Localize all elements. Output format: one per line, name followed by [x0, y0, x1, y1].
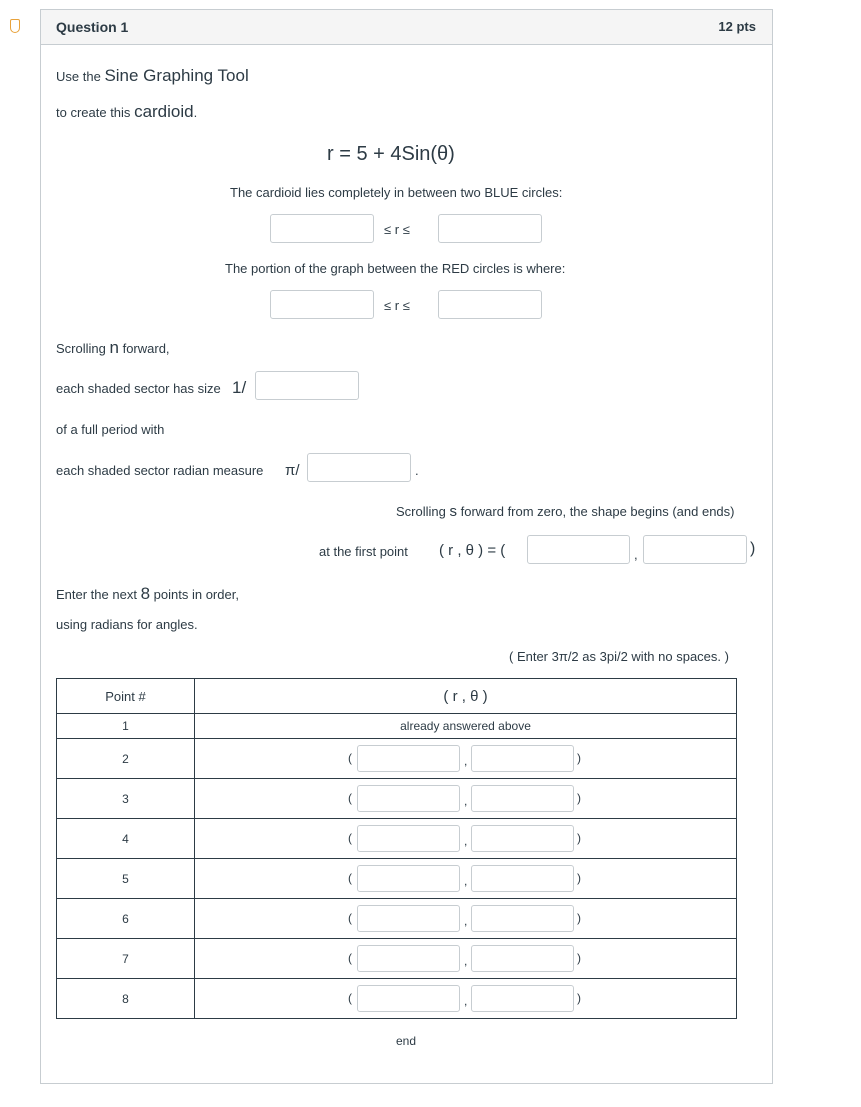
comma: ,	[464, 834, 468, 848]
point-number: 4	[57, 819, 195, 859]
point-number: 7	[57, 939, 195, 979]
red-max-input[interactable]	[438, 290, 542, 319]
close-paren: )	[577, 951, 581, 965]
sector-size-input[interactable]	[255, 371, 359, 400]
points-table	[56, 678, 737, 1019]
comma: ,	[464, 754, 468, 768]
intro-period: .	[193, 105, 198, 120]
scroll-s-line	[396, 503, 734, 520]
first-point-tuple: ( r , θ ) = (	[439, 542, 506, 559]
radian-period: .	[415, 463, 419, 478]
point-number: 3	[57, 779, 195, 819]
r-theta-header: ( r , θ )	[195, 679, 737, 714]
point-2-r-input[interactable]	[357, 745, 460, 772]
shape-name: cardioid	[134, 102, 194, 121]
point-3-theta-input[interactable]	[471, 785, 574, 812]
tool-name: Sine Graphing Tool	[104, 66, 249, 85]
scroll-n-suffix: forward,	[122, 341, 170, 356]
table-row	[57, 739, 737, 779]
scroll-s-prefix: Scrolling	[396, 504, 446, 519]
first-point-r-input[interactable]	[527, 535, 630, 564]
radians-note: using radians for angles.	[56, 617, 198, 632]
radian-measure-text: each shaded sector radian measure	[56, 463, 264, 478]
first-point-close: )	[750, 540, 756, 557]
table-row	[57, 899, 737, 939]
comma: ,	[464, 994, 468, 1008]
close-paren: )	[577, 831, 581, 845]
question-points: 12 pts	[718, 19, 756, 34]
next-points-line	[56, 584, 239, 604]
intro-use-text: Use the	[56, 69, 101, 84]
point-5-r-input[interactable]	[357, 865, 460, 892]
red-inequality: ≤ r ≤	[384, 298, 410, 313]
table-row	[57, 779, 737, 819]
point-6-r-input[interactable]	[357, 905, 460, 932]
table-row	[57, 859, 737, 899]
scroll-n-var: n	[109, 338, 119, 357]
comma: ,	[464, 874, 468, 888]
table-row	[57, 714, 737, 739]
blue-max-input[interactable]	[438, 214, 542, 243]
comma: ,	[464, 954, 468, 968]
close-paren: )	[577, 911, 581, 925]
open-paren: (	[348, 791, 352, 805]
open-paren: (	[348, 871, 352, 885]
table-header-row	[57, 679, 737, 714]
red-min-input[interactable]	[270, 290, 374, 319]
sector-size-prefix: 1/	[232, 378, 247, 397]
open-paren: (	[348, 911, 352, 925]
next-points-prefix: Enter the next	[56, 587, 137, 602]
point-8-theta-input[interactable]	[471, 985, 574, 1012]
close-paren: )	[577, 791, 581, 805]
point-number: 5	[57, 859, 195, 899]
point-4-r-input[interactable]	[357, 825, 460, 852]
first-point-comma: ,	[634, 547, 638, 562]
point-entry-cell	[195, 859, 737, 899]
comma: ,	[464, 794, 468, 808]
point-number-header: Point #	[57, 679, 195, 714]
blue-inequality: ≤ r ≤	[384, 222, 410, 237]
table-row	[57, 819, 737, 859]
already-answered-text: already answered above	[195, 714, 737, 739]
scroll-s-suffix: forward from zero, the shape begins (and ends)	[460, 504, 735, 519]
point-5-theta-input[interactable]	[471, 865, 574, 892]
close-paren: )	[577, 751, 581, 765]
point-6-theta-input[interactable]	[471, 905, 574, 932]
entry-hint: ( Enter 3π/2 as 3pi/2 with no spaces. )	[509, 649, 729, 664]
intro-line-2	[56, 102, 197, 122]
table-row	[57, 939, 737, 979]
close-paren: )	[577, 991, 581, 1005]
first-point-theta-input[interactable]	[643, 535, 747, 564]
point-number: 6	[57, 899, 195, 939]
point-number: 8	[57, 979, 195, 1019]
next-points-count: 8	[140, 584, 151, 603]
scroll-s-var: s	[449, 503, 457, 520]
point-3-r-input[interactable]	[357, 785, 460, 812]
table-row	[57, 979, 737, 1019]
point-entry-cell	[195, 739, 737, 779]
scroll-n-prefix: Scrolling	[56, 341, 106, 356]
intro-line-1	[56, 66, 249, 86]
flag-question-icon[interactable]	[10, 19, 20, 33]
radian-measure-input[interactable]	[307, 453, 411, 482]
point-8-r-input[interactable]	[357, 985, 460, 1012]
point-number: 1	[57, 714, 195, 739]
point-entry-cell	[195, 939, 737, 979]
point-entry-cell	[195, 979, 737, 1019]
formula: r = 5 + 4Sin(θ)	[327, 143, 455, 165]
scroll-n-line	[56, 338, 170, 358]
point-4-theta-input[interactable]	[471, 825, 574, 852]
end-text: end	[396, 1034, 417, 1048]
open-paren: (	[348, 831, 352, 845]
intro-create-text: to create this	[56, 105, 131, 120]
point-7-theta-input[interactable]	[471, 945, 574, 972]
point-entry-cell	[195, 899, 737, 939]
open-paren: (	[348, 751, 352, 765]
open-paren: (	[348, 951, 352, 965]
blue-circles-text: The cardioid lies completely in between two BLUE circles:	[230, 185, 563, 200]
close-paren: )	[577, 871, 581, 885]
point-entry-cell	[195, 779, 737, 819]
question-header	[41, 10, 772, 45]
full-period-text: of a full period with	[56, 422, 165, 437]
point-7-r-input[interactable]	[357, 945, 460, 972]
radian-measure-prefix: π/	[285, 462, 300, 479]
sector-size-text: each shaded sector has size	[56, 381, 221, 396]
open-paren: (	[348, 991, 352, 1005]
point-entry-cell	[195, 819, 737, 859]
blue-min-input[interactable]	[270, 214, 374, 243]
next-points-suffix: points in order,	[153, 587, 239, 602]
first-point-text: at the first point	[319, 544, 408, 559]
red-circles-text: The portion of the graph between the RED circles is where:	[225, 261, 566, 276]
point-number: 2	[57, 739, 195, 779]
question-title: Question 1	[56, 19, 129, 35]
point-2-theta-input[interactable]	[471, 745, 574, 772]
comma: ,	[464, 914, 468, 928]
